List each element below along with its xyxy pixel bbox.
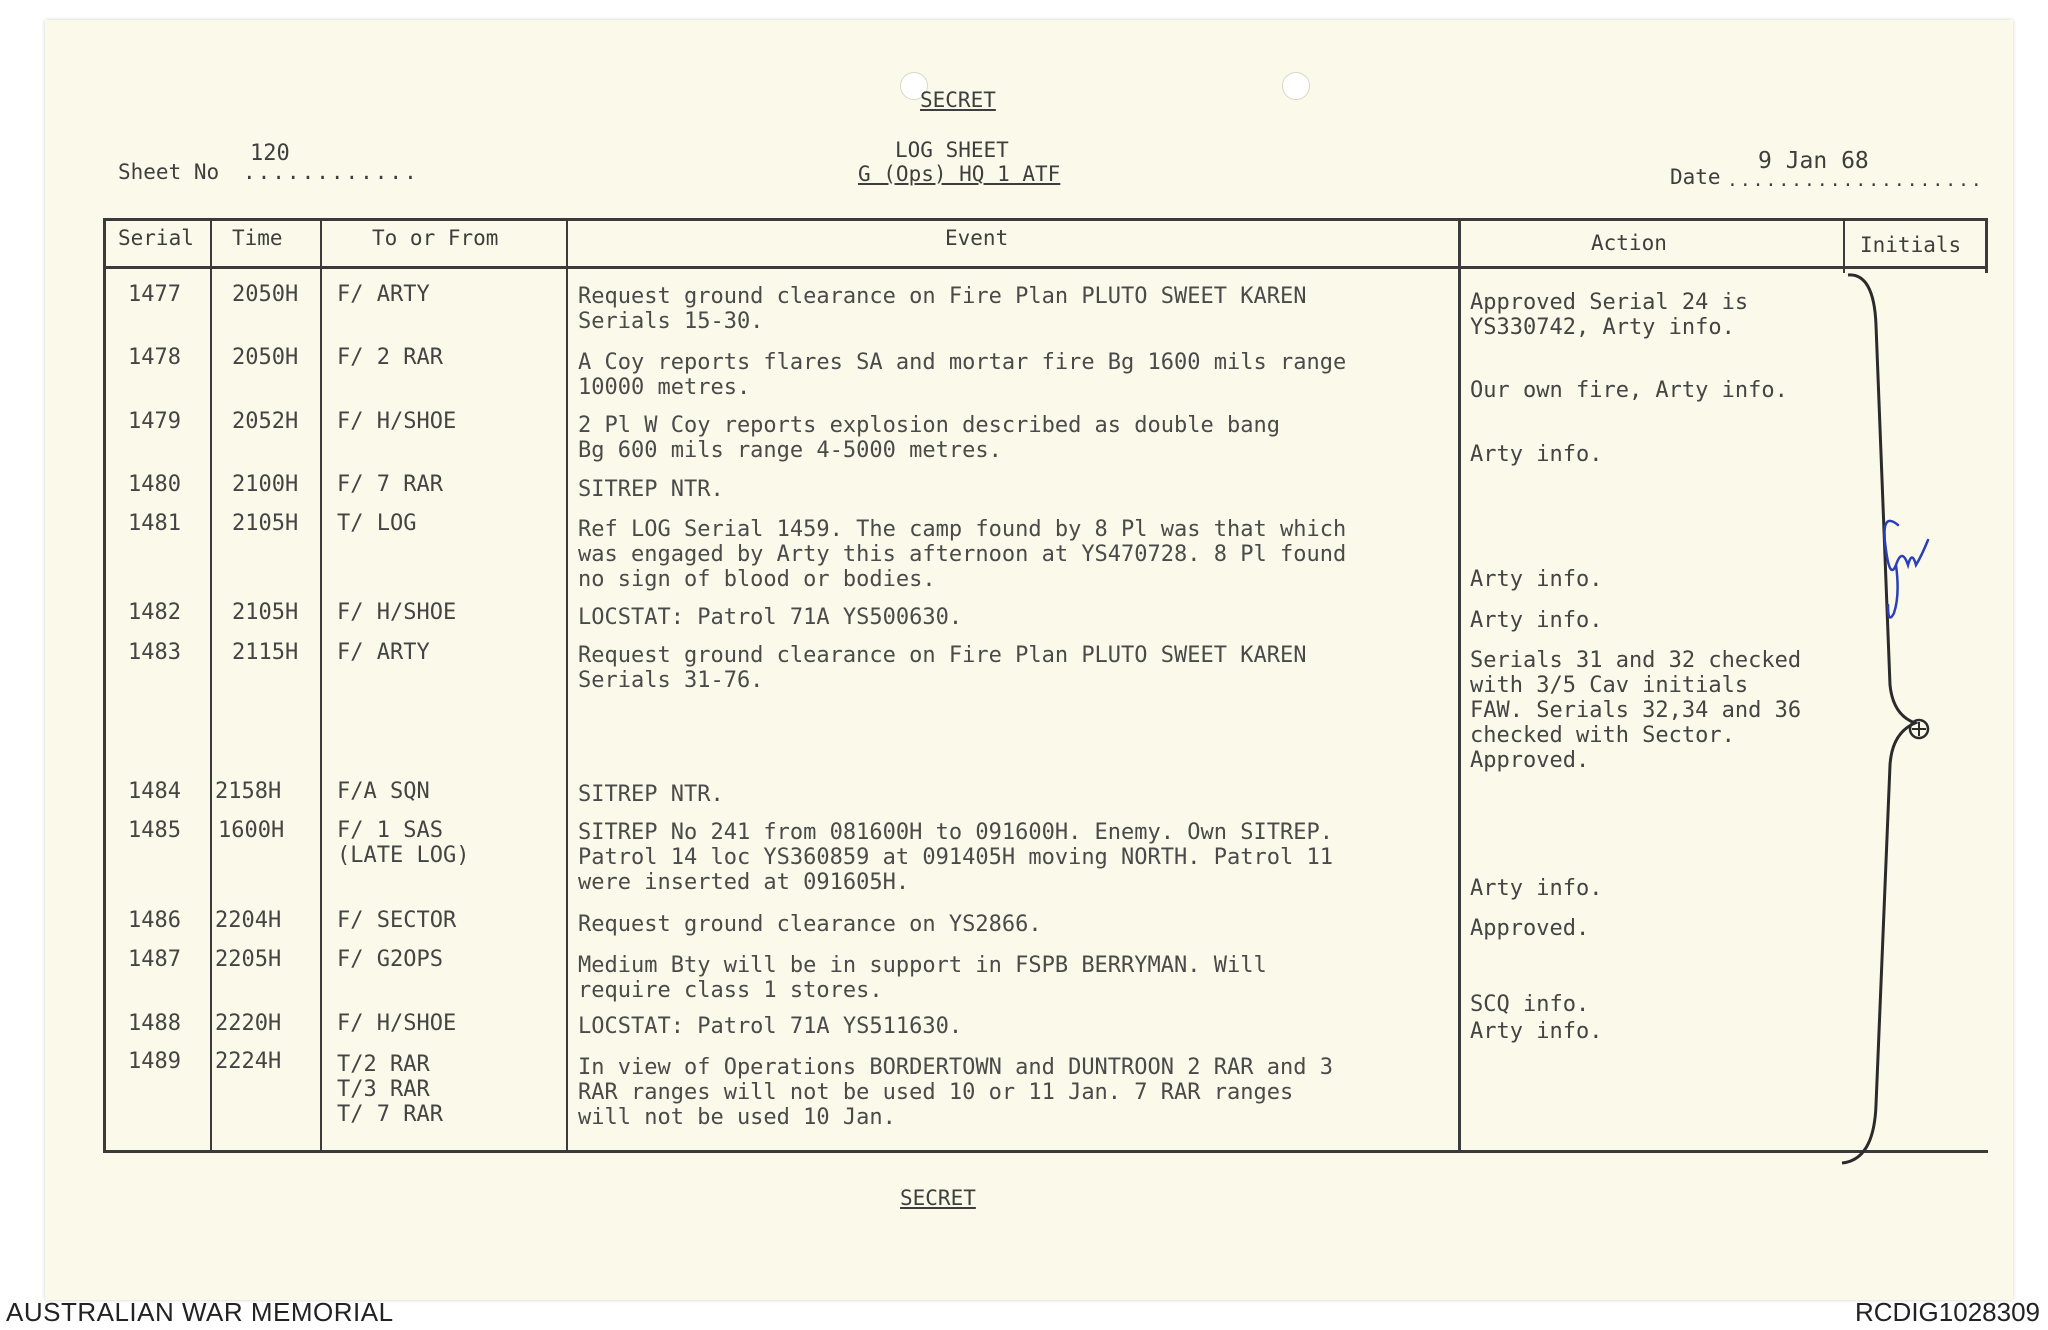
time-cell: 1600H — [218, 818, 285, 843]
action-cell: Approved. — [1470, 916, 1590, 941]
to-from-cell: F/ 1 SAS (LATE LOG) — [337, 818, 470, 868]
to-from-cell: F/ H/SHOE — [337, 1011, 457, 1036]
time-cell: 2052H — [232, 409, 299, 434]
serial-cell: 1483 — [128, 640, 181, 665]
serial-cell: 1486 — [128, 908, 181, 933]
event-cell: In view of Operations BORDERTOWN and DUNTROON 2 RAR and 3 RAR ranges will not be used 10 or 11 Jan. 7 RAR ranges will not be used 10 Jan. — [578, 1055, 1333, 1130]
to-from-cell: T/2 RAR T/3 RAR T/ 7 RAR — [337, 1052, 443, 1127]
serial-cell: 1488 — [128, 1011, 181, 1036]
event-cell: Request ground clearance on YS2866. — [578, 912, 1042, 937]
serial-cell: 1481 — [128, 511, 181, 536]
event-cell: LOCSTAT: Patrol 71A YS500630. — [578, 605, 963, 630]
to-from-cell: F/A SQN — [337, 779, 430, 804]
date-value: 9 Jan 68 — [1758, 148, 1869, 174]
event-cell: Request ground clearance on Fire Plan PLUTO SWEET KAREN Serials 31-76. — [578, 643, 1307, 693]
action-cell: Arty info. — [1470, 876, 1603, 901]
to-from-cell: F/ ARTY — [337, 282, 430, 307]
col-to-from: To or From — [372, 226, 499, 250]
event-cell: LOCSTAT: Patrol 71A YS511630. — [578, 1014, 963, 1039]
col-event: Event — [945, 226, 1009, 250]
event-cell: Request ground clearance on Fire Plan PLUTO SWEET KAREN Serials 15-30. — [578, 284, 1307, 334]
sheet-number: 120 — [250, 141, 290, 166]
action-cell: Arty info. — [1470, 567, 1603, 592]
classification-bottom: SECRET — [900, 1186, 976, 1210]
punch-hole-right — [1282, 72, 1310, 100]
action-cell: Our own fire, Arty info. — [1470, 378, 1788, 403]
col-action: Action — [1591, 231, 1667, 255]
time-cell: 2158H — [215, 779, 282, 804]
serial-cell: 1478 — [128, 345, 181, 370]
serial-cell: 1480 — [128, 472, 181, 497]
action-cell: Approved Serial 24 is YS330742, Arty info. — [1470, 290, 1749, 340]
col-serial: Serial — [118, 226, 194, 250]
action-cell: SCQ info. — [1470, 992, 1590, 1017]
event-cell: SITREP NTR. — [578, 477, 724, 502]
time-cell: 2220H — [215, 1011, 282, 1036]
event-cell: Medium Bty will be in support in FSPB BERRYMAN. Will require class 1 stores. — [578, 953, 1267, 1003]
event-cell: 2 Pl W Coy reports explosion described as double bang Bg 600 mils range 4-5000 metres. — [578, 413, 1280, 463]
event-cell: A Coy reports flares SA and mortar fire Bg 1600 mils range 10000 metres. — [578, 350, 1347, 400]
action-cell: Serials 31 and 32 checked with 3/5 Cav initials FAW. Serials 32,34 and 36 checked with Sector. Approved. — [1470, 648, 1802, 773]
time-cell: 2105H — [232, 600, 299, 625]
classification-top: SECRET — [920, 88, 996, 112]
event-cell: SITREP NTR. — [578, 782, 724, 807]
sheet-label: Sheet No — [118, 160, 220, 184]
time-cell: 2204H — [215, 908, 282, 933]
event-cell: Ref LOG Serial 1459. The camp found by 8 Pl was that which was engaged by Arty this afternoon at YS470728. 8 Pl found no sign of blood or bodies. — [578, 517, 1347, 592]
to-from-cell: F/ 2 RAR — [337, 345, 443, 370]
serial-cell: 1482 — [128, 600, 181, 625]
time-cell: 2224H — [215, 1049, 282, 1074]
date-dots: .................... — [1727, 170, 1984, 191]
time-cell: 2100H — [232, 472, 299, 497]
to-from-cell: F/ ARTY — [337, 640, 430, 665]
archive-reference: RCDIG1028309 — [1855, 1297, 2040, 1327]
time-cell: 2205H — [215, 947, 282, 972]
action-cell: Arty info. — [1470, 1019, 1603, 1044]
title-line1: LOG SHEET — [895, 138, 1009, 162]
serial-cell: 1484 — [128, 779, 181, 804]
event-cell: SITREP No 241 from 081600H to 091600H. Enemy. Own SITREP. Patrol 14 loc YS360859 at 091405H moving NORTH. Patrol 11 were inserted at 091605H. — [578, 820, 1333, 895]
time-cell: 2115H — [232, 640, 299, 665]
initials-bracket-mark — [1830, 265, 1980, 1170]
col-initials: Initials — [1860, 233, 1962, 257]
action-cell: Arty info. — [1470, 608, 1603, 633]
serial-cell: 1489 — [128, 1049, 181, 1074]
serial-cell: 1485 — [128, 818, 181, 843]
serial-cell: 1487 — [128, 947, 181, 972]
date-label: Date — [1670, 165, 1721, 189]
serial-cell: 1477 — [128, 282, 181, 307]
serial-cell: 1479 — [128, 409, 181, 434]
to-from-cell: F/ H/SHOE — [337, 409, 457, 434]
to-from-cell: F/ 7 RAR — [337, 472, 443, 497]
time-cell: 2105H — [232, 511, 299, 536]
title-line2: G (Ops) HQ 1 ATF — [858, 162, 1061, 186]
to-from-cell: F/ SECTOR — [337, 908, 457, 933]
to-from-cell: F/ H/SHOE — [337, 600, 457, 625]
col-time: Time — [232, 226, 283, 250]
time-cell: 2050H — [232, 282, 299, 307]
archive-credit: AUSTRALIAN WAR MEMORIAL — [6, 1297, 394, 1327]
to-from-cell: T/ LOG — [337, 511, 417, 536]
action-cell: Arty info. — [1470, 442, 1603, 467]
time-cell: 2050H — [232, 345, 299, 370]
to-from-cell: F/ G2OPS — [337, 947, 443, 972]
sheet-dots: ............ — [243, 160, 419, 184]
